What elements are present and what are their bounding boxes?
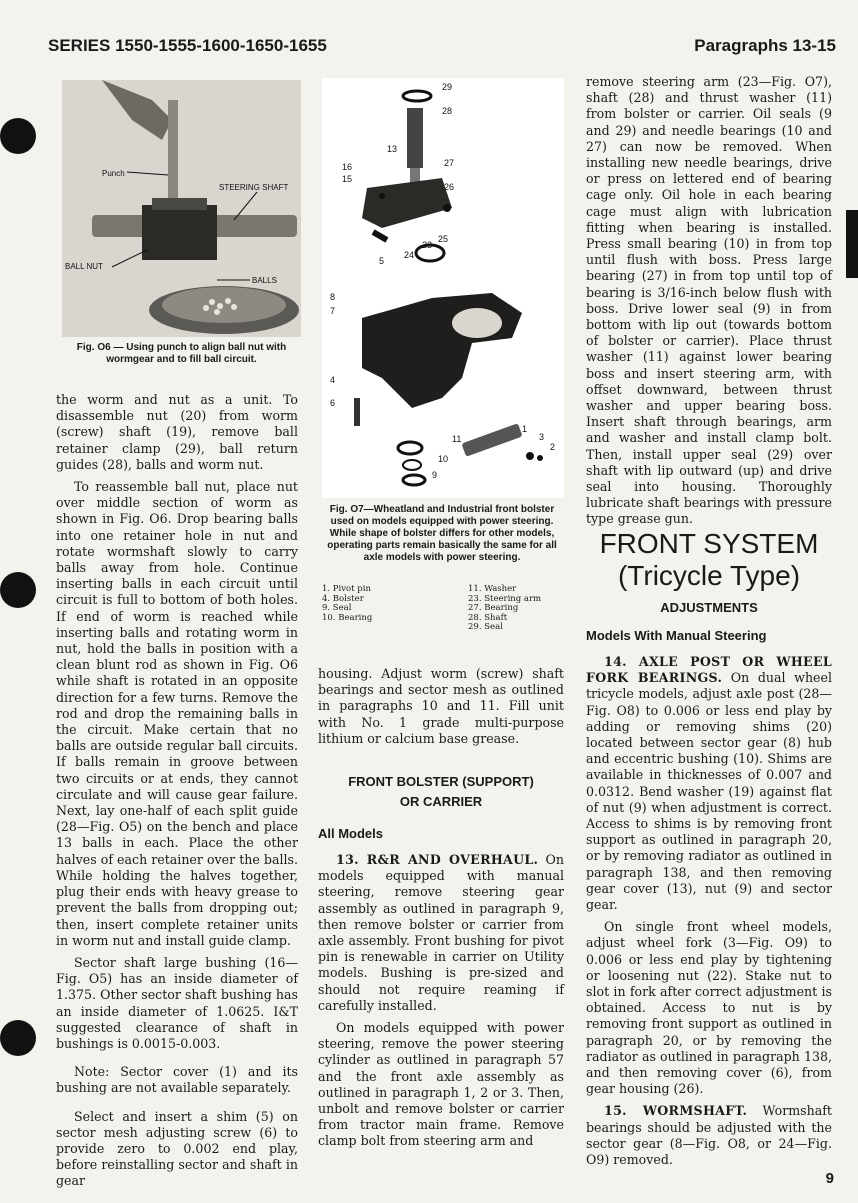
paragraph: housing. Adjust worm (screw) shaft bearings and sector mesh as outlined in paragraphs 10 and 11. Fill unit with No. 1 grade multi-purpose lithium or calcium base grease. — [318, 666, 564, 746]
paragraph: Select and insert a shim (5) on sector mesh adjusting screw (6) to provide zero to 0.002 end play, before reinstalling sector and shaft in gear — [56, 1108, 298, 1189]
paragraph: Sector shaft large bushing (16—Fig. O5) has an inside diameter of 1.375. Other sector shaft bushing has an inside diameter of 1.0625. I&T suggested clearance of shaft in bushings is 0.0015-0.003. — [56, 954, 298, 1051]
figure-o7-caption: Fig. O7—Wheatland and Industrial front bolster used on models equipped with power steering. While shape of bolster differs for other models, operating parts remain basically the same for all axle models with power steering. — [327, 504, 557, 563]
callout-1: 1 — [522, 424, 528, 434]
figure-o7-legend-left — [322, 585, 432, 623]
paragraph: On single front wheel models, adjust wheel fork (3—Fig. O9) to 0.006 or less end play by tightening or loosening nut (22). Stake nut to slot in fork after correct adjustment is obtained. Access to nut is by removing front support as outlined in paragraph 20, or by removing the radiator as outlined in paragraph 138, and then removing cover (6), from gear housing (26). — [586, 919, 832, 1097]
figure-o6-caption: Fig. O6 — Using punch to align ball nut with wormgear and to fill ball circuit. — [76, 342, 287, 365]
legend-item: 27. Bearing — [468, 603, 519, 614]
callout-15: 15 — [342, 174, 353, 184]
callout-26: 26 — [444, 182, 455, 192]
callout-9: 9 — [432, 470, 438, 480]
paragraph-text: On dual wheel tricycle models, adjust axle post (28—Fig. O8) to 0.006 or less end play by adding or removing shims (20) located between sector gear (8) hub and eccentric bushing (10). Shims are available in thicknesses of 0.007 and 0.0312. Bend washer (19) against flat of nut (9) when adjustment is correct. Access to shims is by removing front support as outlined in paragraph 20, or by removing radiator as outlined in paragraph 138, and then removing gear cover (13), nut (9) and sector gear. — [586, 670, 832, 913]
run-in-heading: 14. AXLE POST OR WHEEL FORK BEARINGS. — [586, 654, 832, 686]
subhead-all-models: All Models — [318, 826, 384, 841]
callout-5: 5 — [379, 256, 385, 266]
note-paragraph: Note: Sector cover (1) and its bushing are not available separately. — [56, 1064, 298, 1096]
callout-2: 2 — [550, 442, 556, 452]
binder-hole-bottom — [0, 1020, 36, 1056]
paragraphs-header: Paragraphs 13-15 — [694, 36, 836, 55]
label-steering-shaft: STEERING SHAFT — [219, 183, 289, 192]
paragraph-14 — [586, 654, 832, 913]
page-number: 9 — [825, 1170, 834, 1187]
callout-10: 10 — [438, 454, 449, 464]
legend-item: 11. Washer — [468, 584, 517, 594]
legend-item: 4. Bolster — [322, 593, 364, 604]
subhead-manual-steering: Models With Manual Steering — [586, 628, 767, 643]
paragraph-15 — [586, 1103, 832, 1168]
callout-28: 28 — [442, 106, 453, 116]
run-in-heading: 15. WORMSHAFT. — [604, 1103, 748, 1119]
column-1 — [56, 392, 298, 1196]
label-ball-nut: BALL NUT — [65, 262, 103, 271]
legend-item: 28. Shaft — [468, 612, 508, 623]
callout-3: 3 — [539, 432, 545, 442]
callout-23: 23 — [422, 240, 433, 250]
paragraph-13 — [318, 852, 564, 1014]
binder-hole-middle — [0, 572, 36, 608]
callout-6: 6 — [330, 398, 336, 408]
chapter-title-line: (Tricycle Type) — [617, 560, 801, 591]
column-3-body — [586, 654, 832, 1174]
callout-25: 25 — [438, 234, 449, 244]
paragraph-text: On models equipped with manual steering, remove steering gear assembly as outlined in paragraph 9, then remove bolster or carrier from axle assembly. Front bushing for pivot pin is renewable in carrier on Utility models. Bushing is pre-sized and should not require reaming if carefully installed. — [318, 852, 564, 1013]
callout-7: 7 — [330, 306, 336, 316]
callout-4: 4 — [330, 375, 336, 385]
paragraph: On models equipped with power steering, remove the power steering cylinder as outlined in paragraph 57 and the front axle assembly as outlined in paragraph 1, 2 or 3. Then, unbolt and remove bolster or carrier from tractor main frame. Remove clamp bolt from steering arm and — [318, 1020, 564, 1149]
callout-8: 8 — [330, 292, 336, 302]
front-bolster-exploded-view — [322, 78, 564, 498]
section-title-line: OR CARRIER — [399, 794, 483, 809]
run-in-heading: 13. R&R AND OVERHAUL. — [336, 852, 539, 867]
legend-item: 10. Bearing — [322, 612, 373, 623]
section-title-line: FRONT BOLSTER (SUPPORT) — [348, 774, 534, 789]
callout-11: 11 — [452, 434, 462, 444]
chapter-title — [586, 528, 832, 592]
callout-24: 24 — [404, 250, 415, 260]
series-header: SERIES 1550-1555-1600-1650-1655 — [48, 36, 327, 55]
column-2 — [318, 666, 564, 753]
column-3 — [586, 74, 832, 534]
binder-hole-top — [0, 118, 36, 154]
callout-27: 27 — [444, 158, 455, 168]
legend-item: 29. Seal — [468, 622, 503, 633]
figure-o7-legend-right — [468, 585, 568, 633]
legend-item: 23. Steering arm — [468, 593, 542, 604]
ball-nut-assembly-illustration — [62, 80, 301, 337]
paragraph: To reassemble ball nut, place nut over middle section of worm as shown in Fig. O6. Drop bearing balls into one retainer hole in nut and rotate wormshaft slowly to carry balls away from hole. Continue inserting balls in each circuit until circuit is full to bottom of both holes. If end of worm is reached while inserting balls and rotating worm in nut, hold the balls in position with a clean blunt rod as shown in Fig. O6 while shaft is rotated in an opposite direction for a few turns. Remove the rod and drop the remaining balls in the circuit. Make certain that no balls are outside regular ball circuits. If balls remain in groove between two circuits or at ends, they cannot circulate and will cause gear failure. Next, lay one-half of each split guide (28—Fig. O5) on the bench and place 13 balls in each. Place the other halves of each retainer over the balls. While holding the halves together, plug their ends with heavy grease to prevent the balls from dropping out; then, insert complete retainer units in worm nut and install guide clamp. — [56, 479, 298, 948]
chapter-title-line: FRONT SYSTEM — [599, 528, 819, 559]
callout-13a: 13 — [387, 144, 398, 154]
callout-29: 29 — [442, 82, 453, 92]
figure-o6-photo — [62, 80, 301, 337]
figure-o7-illustration — [322, 78, 564, 498]
paragraph: remove steering arm (23—Fig. O7), shaft (28) and thrust washer (11) from bolster or carrier. Oil seals (9 and 29) and needle bearings (10 and 27) can now be removed. When installing new needle bearings, drive or press on lettered end of bearing cage only. Oil hole in each bearing cage must align with lubrication fitting when bearing is installed. Press small bearing (10) in from top until flush with boss. Press large bearing (27) in from top until top of bearing is 3/16-inch below flush with boss. Drive lower seal (9) in from bottom with lip out (towards bottom of bolster or carrier). Place thrust washer (11) against lower bearing boss and insert steering arm, with offset downward, between thrust washer and upper bearing boss. Insert shaft through bearings, arm and washer and install clamp bolt. Then, install upper seal (29) over shaft with lip outward (up) and drive seal into housing. Thoroughly lubricate shaft bearings with pressure type grease gun. — [586, 74, 832, 527]
label-balls: BALLS — [252, 276, 277, 285]
label-punch: Punch — [102, 169, 125, 178]
paragraph: the worm and nut as a unit. To disassemble nut (20) from worm (screw) shaft (19), remove ball retainer clamp (29), ball return guides (28), balls and worm nut. — [56, 392, 298, 472]
legend-item: 9. Seal — [322, 603, 352, 614]
callout-16a: 16 — [342, 162, 353, 172]
legend-item: 1. Pivot pin — [322, 584, 371, 594]
edge-tab-marker — [846, 210, 858, 278]
paragraph-text: Wormshaft bearings should be adjusted with the sector gear (8—Fig. O8, or 24—Fig. O9) removed. — [586, 1103, 832, 1168]
adjustments-heading: ADJUSTMENTS — [660, 600, 758, 615]
column-2-body — [318, 852, 564, 1156]
section-title-front-bolster — [318, 772, 564, 812]
